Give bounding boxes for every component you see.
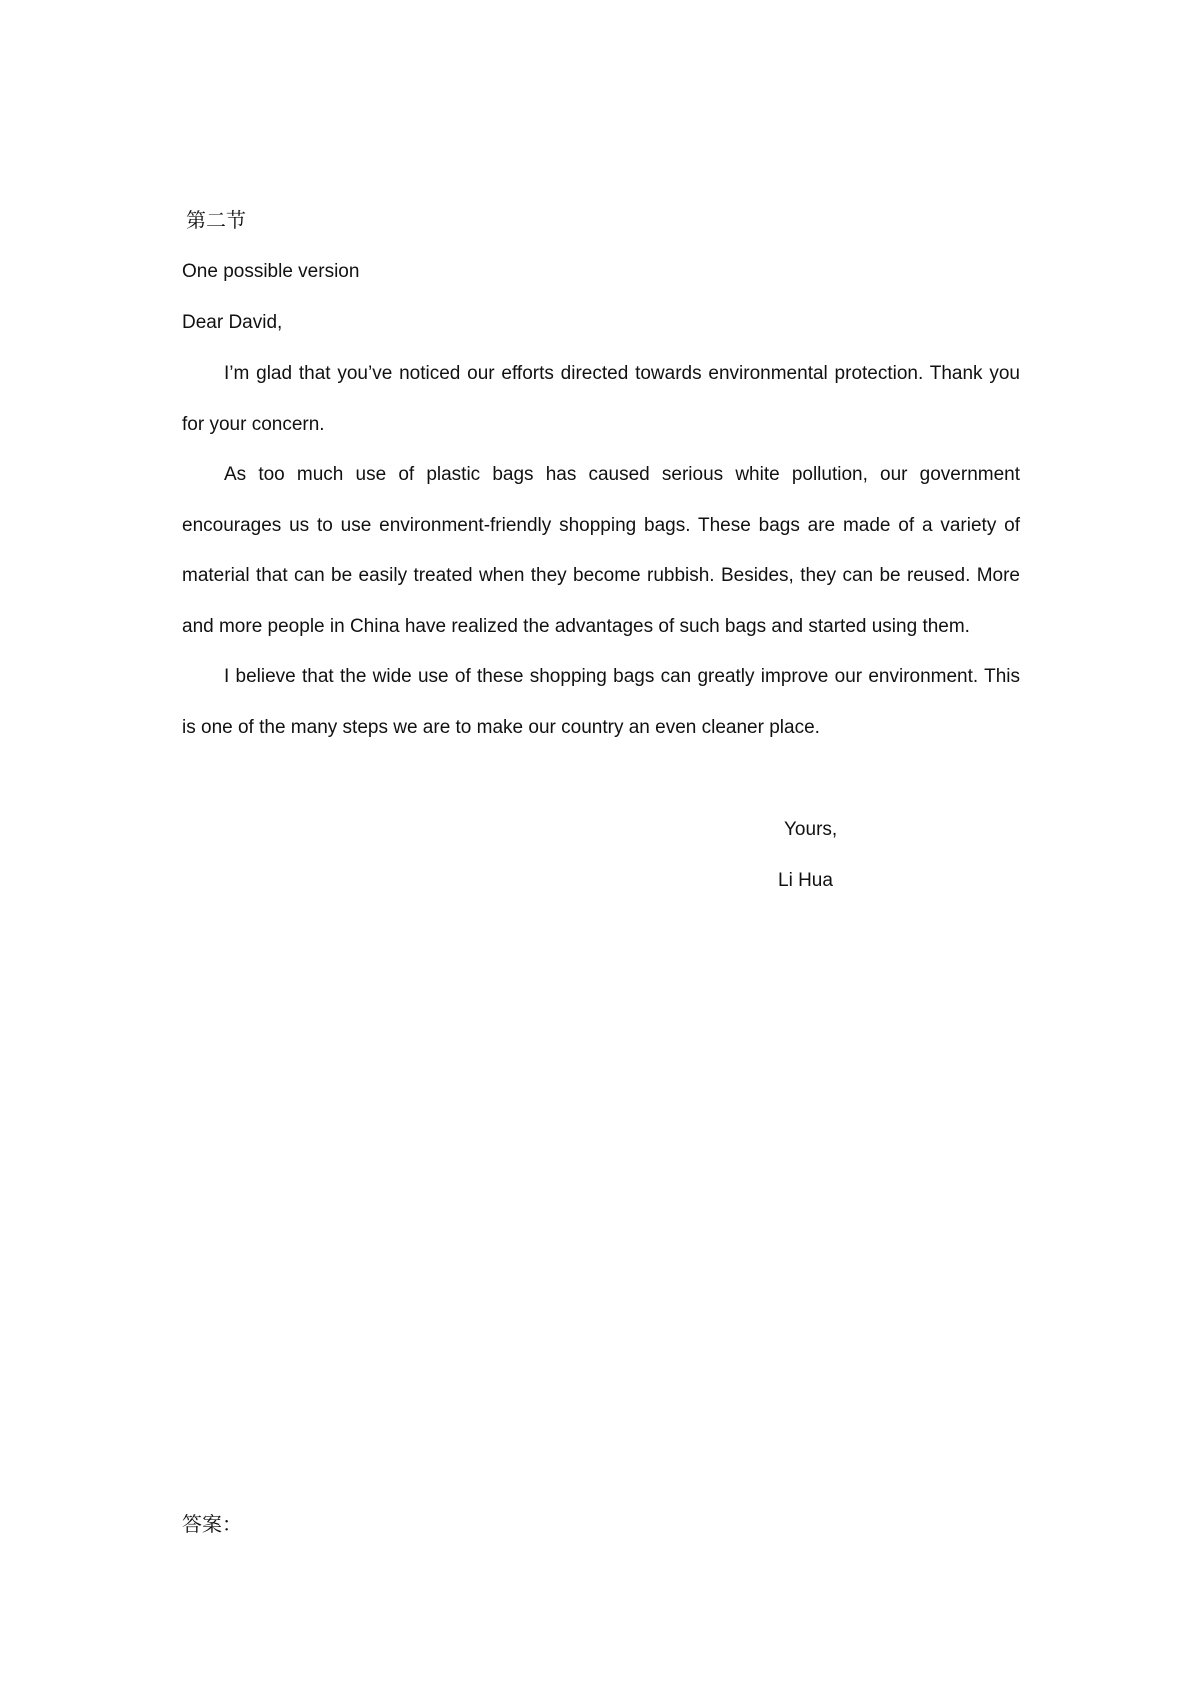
section-heading: 第二节 [186,208,246,232]
answer-label: 答案： [182,1512,242,1536]
letter-paragraph-3: I believe that the wide use of these shopping bags can greatly improve our environment. This is one of the many steps we are to make our country an even cleaner place. [182,666,1020,738]
version-label: One possible version [182,261,360,282]
letter-closing: Yours, [784,819,838,840]
letter-greeting: Dear David, [182,312,283,333]
letter-paragraph-2: As too much use of plastic bags has caused serious white pollution, our government encourages us to use environment-friendly shopping bags. These bags are made of a variety of material that can be easily treated when they become rubbish. Besides, they can be reused. More and more people in China have realized the advantages of such bags and started using them. [182,464,1020,637]
letter-paragraph-1: I’m glad that you’ve noticed our efforts directed towards environmental protection. Thank you for your concern. [182,363,1020,435]
letter-signature: Li Hua [778,870,833,891]
